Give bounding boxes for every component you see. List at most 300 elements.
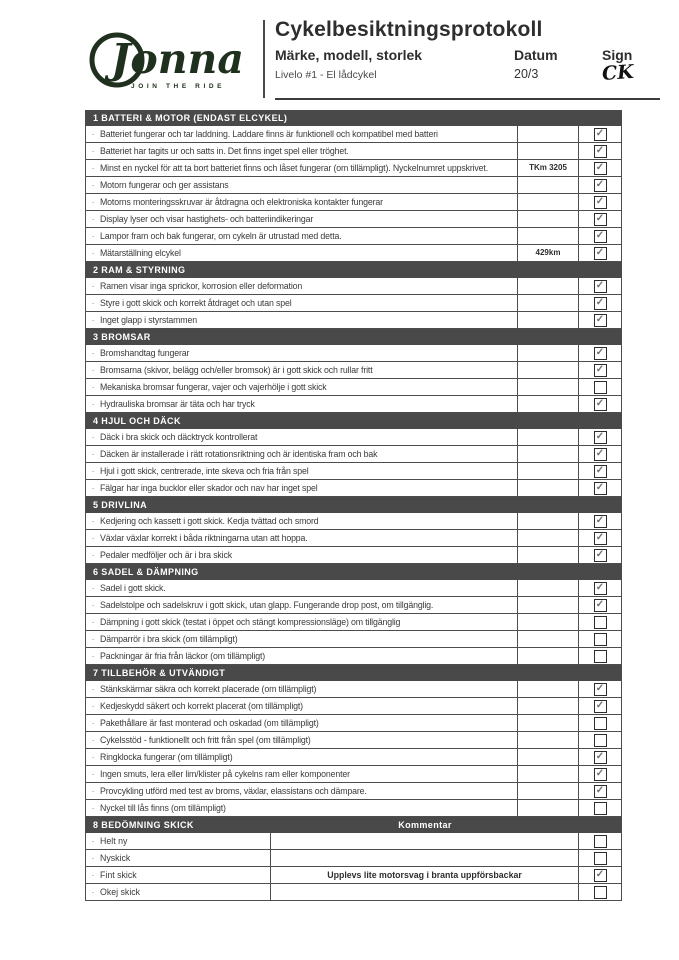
table-row	[85, 193, 622, 211]
checkbox-unchecked[interactable]	[594, 717, 607, 730]
table-row	[85, 395, 622, 413]
checkbox-cell	[579, 312, 621, 328]
row-bullet-icon: ·	[91, 752, 95, 762]
checkbox-cell	[579, 245, 621, 261]
section-header-6	[85, 564, 622, 580]
header-labels-row	[275, 47, 660, 63]
value-field[interactable]	[517, 463, 579, 479]
table-row	[85, 680, 622, 698]
checkbox-cell	[579, 681, 621, 697]
checkbox-checked[interactable]	[594, 128, 607, 141]
item-label: Stänkskärmar säkra och korrekt placerade (om tillämpligt)	[100, 684, 317, 694]
checkmark-icon: ✓	[595, 363, 605, 375]
item-label: Motorns monteringsskruvar är åtdragna och elektroniska kontakter fungerar	[100, 197, 383, 207]
checklist-item-text	[86, 160, 517, 176]
checkbox-cell	[579, 160, 621, 176]
checkmark-icon: ✓	[595, 750, 605, 762]
value-field[interactable]	[517, 362, 579, 378]
checkbox-cell	[579, 362, 621, 378]
row-bullet-icon: ·	[91, 146, 95, 156]
value-field[interactable]	[517, 547, 579, 563]
row-bullet-icon: ·	[91, 466, 95, 476]
value-field[interactable]	[517, 681, 579, 697]
section-title: 7 TILLBEHÖR & UTVÄNDIGT	[93, 668, 226, 678]
row-bullet-icon: ·	[91, 231, 95, 241]
checkbox-checked[interactable]	[594, 314, 607, 327]
checkmark-icon: ✓	[595, 346, 605, 358]
checkbox-checked[interactable]	[594, 751, 607, 764]
rating-label: Okej skick	[100, 887, 141, 897]
checkmark-icon: ✓	[595, 313, 605, 325]
value-field[interactable]	[517, 513, 579, 529]
table-row	[85, 294, 622, 312]
comment-field[interactable]	[271, 884, 579, 900]
checkbox-cell	[579, 429, 621, 445]
section-title: 5 DRIVLINA	[93, 500, 148, 510]
value-field[interactable]	[517, 143, 579, 159]
item-label: Motorn fungerar och ger assistans	[100, 180, 229, 190]
checkmark-icon: ✓	[595, 767, 605, 779]
section-title: 1 BATTERI & MOTOR (ENDAST ELCYKEL)	[93, 113, 288, 123]
checkmark-icon: ✓	[595, 178, 605, 190]
row-bullet-icon: ·	[91, 298, 95, 308]
checkbox-cell	[579, 530, 621, 546]
item-label: Pakethållare är fast monterad och oskadad (om tillämpligt)	[100, 718, 319, 728]
checkbox-cell	[579, 884, 621, 900]
datum-label: Datum	[514, 47, 558, 63]
value-field[interactable]	[517, 480, 579, 496]
value-field[interactable]	[517, 379, 579, 395]
checkbox-checked[interactable]	[594, 532, 607, 545]
checkbox-checked[interactable]	[594, 549, 607, 562]
rating-label-cell	[86, 867, 271, 883]
checkbox-unchecked[interactable]	[594, 886, 607, 899]
table-row	[85, 142, 622, 160]
checklist-item-text	[86, 295, 517, 311]
table-row	[85, 529, 622, 547]
comment-field[interactable]	[271, 833, 579, 849]
checklist-item-text	[86, 446, 517, 462]
section-header-4	[85, 413, 622, 429]
value-field[interactable]	[517, 228, 579, 244]
checkmark-icon: ✓	[595, 246, 605, 258]
table-row	[85, 512, 622, 530]
row-bullet-icon: ·	[91, 769, 95, 779]
row-bullet-icon: ·	[91, 836, 95, 846]
item-label: Sadel i gott skick.	[100, 583, 166, 593]
row-bullet-icon: ·	[91, 432, 95, 442]
table-row	[85, 697, 622, 715]
checkbox-cell	[579, 211, 621, 227]
checkmark-icon: ✓	[595, 464, 605, 476]
checkbox-checked[interactable]	[594, 247, 607, 260]
checkbox-unchecked[interactable]	[594, 734, 607, 747]
checkbox-checked[interactable]	[594, 785, 607, 798]
checkbox-checked[interactable]	[594, 448, 607, 461]
checkbox-cell	[579, 379, 621, 395]
item-label: Cykelsstöd - funktionellt och fritt från spel (om tillämpligt)	[100, 735, 311, 745]
value-field[interactable]	[517, 614, 579, 630]
value-field[interactable]	[517, 631, 579, 647]
checkbox-checked[interactable]	[594, 196, 607, 209]
checkbox-cell	[579, 396, 621, 412]
item-label: Sadelstolpe och sadelskruv i gott skick, utan glapp. Fungerande drop post, om tillgänglig.	[100, 600, 434, 610]
checkbox-unchecked[interactable]	[594, 616, 607, 629]
checkbox-cell	[579, 446, 621, 462]
checkbox-unchecked[interactable]	[594, 802, 607, 815]
table-row	[85, 883, 622, 901]
checkbox-cell	[579, 749, 621, 765]
row-bullet-icon: ·	[91, 197, 95, 207]
checkmark-icon: ✓	[595, 598, 605, 610]
checklist-item-text	[86, 312, 517, 328]
value-field[interactable]	[517, 530, 579, 546]
document-header	[85, 16, 660, 100]
item-label: Kedjering och kassett i gott skick. Kedja tvättad och smord	[100, 516, 319, 526]
checklist-item-text	[86, 345, 517, 361]
checkbox-cell	[579, 463, 621, 479]
checkmark-icon: ✓	[595, 682, 605, 694]
checklist-item-text	[86, 143, 517, 159]
checkmark-icon: ✓	[595, 784, 605, 796]
checkbox-cell	[579, 783, 621, 799]
checkmark-icon: ✓	[595, 195, 605, 207]
checkbox-cell	[579, 698, 621, 714]
checkbox-cell	[579, 800, 621, 816]
checklist-item-text	[86, 278, 517, 294]
checkbox-checked[interactable]	[594, 869, 607, 882]
value-field[interactable]	[517, 126, 579, 142]
checkbox-checked[interactable]	[594, 599, 607, 612]
checkbox-checked[interactable]	[594, 280, 607, 293]
value-field[interactable]	[517, 345, 579, 361]
table-row	[85, 546, 622, 564]
datum-field[interactable]: 20/3	[514, 67, 539, 81]
row-bullet-icon: ·	[91, 701, 95, 711]
checkmark-icon: ✓	[595, 514, 605, 526]
item-label: Växlar växlar korrekt i båda riktningarna utan att hoppa.	[100, 533, 308, 543]
checklist-item-text	[86, 194, 517, 210]
checkbox-cell	[579, 480, 621, 496]
checkbox-checked[interactable]	[594, 179, 607, 192]
value-field[interactable]	[517, 177, 579, 193]
value-field[interactable]: 429km	[517, 245, 579, 261]
row-bullet-icon: ·	[91, 583, 95, 593]
checkbox-checked[interactable]	[594, 213, 607, 226]
comment-field[interactable]: Upplevs lite motorsvag i branta uppförsbackar	[271, 867, 579, 883]
table-row	[85, 714, 622, 732]
header-title-block	[275, 16, 660, 100]
section-title: 6 SADEL & DÄMPNING	[93, 567, 199, 577]
row-bullet-icon: ·	[91, 365, 95, 375]
table-row	[85, 579, 622, 597]
checkbox-checked[interactable]	[594, 431, 607, 444]
row-bullet-icon: ·	[91, 163, 95, 173]
checkbox-checked[interactable]	[594, 465, 607, 478]
checklist-item-text	[86, 245, 517, 261]
item-label: Display lyser och visar hastighets- och batteriindikeringar	[100, 214, 314, 224]
checklist-item-text	[86, 715, 517, 731]
table-row	[85, 596, 622, 614]
checkbox-unchecked[interactable]	[594, 650, 607, 663]
checkmark-icon: ✓	[595, 548, 605, 560]
table-row	[85, 227, 622, 245]
checkbox-cell	[579, 648, 621, 664]
row-bullet-icon: ·	[91, 870, 95, 880]
value-field[interactable]	[517, 783, 579, 799]
item-label: Mätarställning elcykel	[100, 248, 181, 258]
checkbox-cell	[579, 513, 621, 529]
row-bullet-icon: ·	[91, 617, 95, 627]
item-label: Provcykling utförd med test av broms, växlar, elassistans och dämpare.	[100, 786, 367, 796]
checkmark-icon: ✓	[595, 279, 605, 291]
table-row	[85, 630, 622, 648]
value-field[interactable]	[517, 446, 579, 462]
value-field[interactable]	[517, 732, 579, 748]
item-label: Däcken är installerade i rätt rotationsriktning och är identiska fram och bak	[100, 449, 378, 459]
item-label: Pedaler medföljer och är i bra skick	[100, 550, 232, 560]
item-label: Hydrauliska bromsar är täta och har tryck	[100, 399, 255, 409]
table-row	[85, 277, 622, 295]
checkbox-unchecked[interactable]	[594, 633, 607, 646]
comment-column-header: Kommentar	[398, 820, 452, 830]
checklist-item-text	[86, 783, 517, 799]
checkbox-cell	[579, 850, 621, 866]
checkbox-checked[interactable]	[594, 768, 607, 781]
checklist-item-text	[86, 732, 517, 748]
checklist-item-text	[86, 177, 517, 193]
table-row	[85, 613, 622, 631]
checkbox-checked[interactable]	[594, 683, 607, 696]
value-field[interactable]	[517, 749, 579, 765]
value-field[interactable]	[517, 295, 579, 311]
value-field[interactable]	[517, 597, 579, 613]
row-bullet-icon: ·	[91, 786, 95, 796]
checkbox-cell	[579, 295, 621, 311]
checkmark-icon: ✓	[595, 296, 605, 308]
row-bullet-icon: ·	[91, 214, 95, 224]
row-bullet-icon: ·	[91, 248, 95, 258]
value-field[interactable]	[517, 800, 579, 816]
row-bullet-icon: ·	[91, 129, 95, 139]
item-label: Fälgar har inga bucklor eller skador och nav har inget spel	[100, 483, 318, 493]
rating-label-cell	[86, 884, 271, 900]
section-title: 8 BEDÖMNING SKICK	[93, 820, 194, 830]
row-bullet-icon: ·	[91, 600, 95, 610]
checkmark-icon: ✓	[595, 531, 605, 543]
section-header-1	[85, 110, 622, 126]
row-bullet-icon: ·	[91, 550, 95, 560]
table-row	[85, 361, 622, 379]
value-field[interactable]	[517, 429, 579, 445]
checkbox-cell	[579, 715, 621, 731]
signature-field[interactable]: CK	[601, 60, 635, 85]
checklist-item-text	[86, 614, 517, 630]
checkbox-checked[interactable]	[594, 145, 607, 158]
checkmark-icon: ✓	[595, 144, 605, 156]
value-field[interactable]	[517, 766, 579, 782]
row-bullet-icon: ·	[91, 735, 95, 745]
table-row	[85, 445, 622, 463]
table-row	[85, 311, 622, 329]
value-field[interactable]	[517, 715, 579, 731]
checkbox-cell	[579, 547, 621, 563]
row-bullet-icon: ·	[91, 634, 95, 644]
checklist	[85, 110, 622, 901]
rating-label-cell	[86, 850, 271, 866]
item-label: Hjul i gott skick, centrerade, inte skeva och fria från spel	[100, 466, 309, 476]
row-bullet-icon: ·	[91, 651, 95, 661]
checkmark-icon: ✓	[595, 581, 605, 593]
checkbox-checked[interactable]	[594, 700, 607, 713]
checkmark-icon: ✓	[595, 212, 605, 224]
checkbox-cell	[579, 177, 621, 193]
value-field[interactable]	[517, 211, 579, 227]
item-label: Bromsarna (skivor, belägg och/eller bromsok) är i gott skick och rullar fritt	[100, 365, 373, 375]
value-field[interactable]	[517, 194, 579, 210]
checklist-item-text	[86, 749, 517, 765]
table-row	[85, 799, 622, 817]
subtitle-label: Märke, modell, storlek	[275, 47, 423, 63]
checklist-item-text	[86, 698, 517, 714]
checkbox-checked[interactable]	[594, 582, 607, 595]
checklist-item-text	[86, 580, 517, 596]
checkmark-icon: ✓	[595, 447, 605, 459]
table-row	[85, 479, 622, 497]
sign-label: Sign	[602, 47, 633, 63]
row-bullet-icon: ·	[91, 718, 95, 728]
bike-model-field[interactable]: Livelo #1 - El lådcykel	[275, 69, 377, 81]
checkbox-checked[interactable]	[594, 482, 607, 495]
value-field[interactable]	[517, 580, 579, 596]
rating-label-cell	[86, 833, 271, 849]
checkmark-icon: ✓	[595, 229, 605, 241]
checklist-item-text	[86, 513, 517, 529]
checklist-item-text	[86, 228, 517, 244]
checkmark-icon: ✓	[595, 161, 605, 173]
checklist-item-text	[86, 631, 517, 647]
value-field[interactable]	[517, 396, 579, 412]
jonna-logo	[85, 16, 257, 100]
checklist-item-text	[86, 379, 517, 395]
checklist-item-text	[86, 597, 517, 613]
row-bullet-icon: ·	[91, 483, 95, 493]
table-row	[85, 647, 622, 665]
checklist-item-text	[86, 648, 517, 664]
table-row	[85, 159, 622, 177]
item-label: Ringklocka fungerar (om tillämpligt)	[100, 752, 233, 762]
row-bullet-icon: ·	[91, 281, 95, 291]
checkmark-icon: ✓	[595, 430, 605, 442]
logo-tagline: JOIN THE RIDE	[131, 83, 226, 90]
checklist-item-text	[86, 480, 517, 496]
section-header-7	[85, 665, 622, 681]
row-bullet-icon: ·	[91, 853, 95, 863]
row-bullet-icon: ·	[91, 315, 95, 325]
checklist-item-text	[86, 800, 517, 816]
row-bullet-icon: ·	[91, 533, 95, 543]
checkbox-cell	[579, 631, 621, 647]
checkbox-unchecked[interactable]	[594, 852, 607, 865]
checkbox-cell	[579, 833, 621, 849]
checklist-item-text	[86, 396, 517, 412]
item-label: Packningar är fria från läckor (om tillämpligt)	[100, 651, 266, 661]
row-bullet-icon: ·	[91, 399, 95, 409]
checkbox-checked[interactable]	[594, 297, 607, 310]
checkbox-checked[interactable]	[594, 230, 607, 243]
value-field[interactable]	[517, 698, 579, 714]
table-row	[85, 125, 622, 143]
checklist-item-text	[86, 362, 517, 378]
value-field[interactable]	[517, 648, 579, 664]
row-bullet-icon: ·	[91, 180, 95, 190]
value-field[interactable]	[517, 312, 579, 328]
checkbox-cell	[579, 597, 621, 613]
item-label: Ingen smuts, lera eller lim/klister på cykelns ram eller komponenter	[100, 769, 350, 779]
section-header-2	[85, 262, 622, 278]
row-bullet-icon: ·	[91, 803, 95, 813]
value-field[interactable]	[517, 278, 579, 294]
jonna-logo-graphic	[87, 23, 255, 93]
checkbox-checked[interactable]	[594, 515, 607, 528]
checkmark-icon: ✓	[595, 397, 605, 409]
header-values-row	[275, 60, 660, 85]
checkbox-checked[interactable]	[594, 347, 607, 360]
checkmark-icon: ✓	[595, 481, 605, 493]
table-row	[85, 832, 622, 850]
checklist-item-text	[86, 126, 517, 142]
checkbox-unchecked[interactable]	[594, 835, 607, 848]
item-label: Ramen visar inga sprickor, korrosion eller deformation	[100, 281, 303, 291]
table-row	[85, 378, 622, 396]
comment-field[interactable]	[271, 850, 579, 866]
item-label: Bromshandtag fungerar	[100, 348, 190, 358]
checkmark-icon: ✓	[595, 127, 605, 139]
checkmark-icon: ✓	[595, 868, 605, 880]
checkbox-checked[interactable]	[594, 364, 607, 377]
table-row	[85, 782, 622, 800]
checkbox-cell	[579, 614, 621, 630]
checklist-item-text	[86, 429, 517, 445]
checkbox-checked[interactable]	[594, 162, 607, 175]
item-label: Kedjeskydd säkert och korrekt placerat (om tillämpligt)	[100, 701, 303, 711]
checkbox-checked[interactable]	[594, 398, 607, 411]
table-row	[85, 748, 622, 766]
table-row	[85, 176, 622, 194]
checklist-item-text	[86, 766, 517, 782]
row-bullet-icon: ·	[91, 887, 95, 897]
checklist-item-text	[86, 530, 517, 546]
checkbox-cell	[579, 228, 621, 244]
header-divider	[263, 20, 265, 98]
item-label: Batteriet fungerar och tar laddning. Laddare finns är funktionell och kompatibel med batteri	[100, 129, 438, 139]
checkbox-cell	[579, 194, 621, 210]
section-header-8	[85, 817, 622, 833]
item-label: Styre i gott skick och korrekt åtdraget och utan spel	[100, 298, 292, 308]
checkbox-unchecked[interactable]	[594, 381, 607, 394]
item-label: Dämpning i gott skick (testat i öppet och stängt kompressionsläge) om tillgänglig	[100, 617, 401, 627]
row-bullet-icon: ·	[91, 684, 95, 694]
table-row	[85, 210, 622, 228]
checkbox-cell	[579, 867, 621, 883]
item-label: Mekaniska bromsar fungerar, vajer och vajerhölje i gott skick	[100, 382, 327, 392]
table-row	[85, 244, 622, 262]
row-bullet-icon: ·	[91, 382, 95, 392]
checkbox-cell	[579, 126, 621, 142]
item-label: Lampor fram och bak fungerar, om cykeln är utrustad med detta.	[100, 231, 342, 241]
table-row	[85, 344, 622, 362]
value-field[interactable]: TKm 3205	[517, 160, 579, 176]
